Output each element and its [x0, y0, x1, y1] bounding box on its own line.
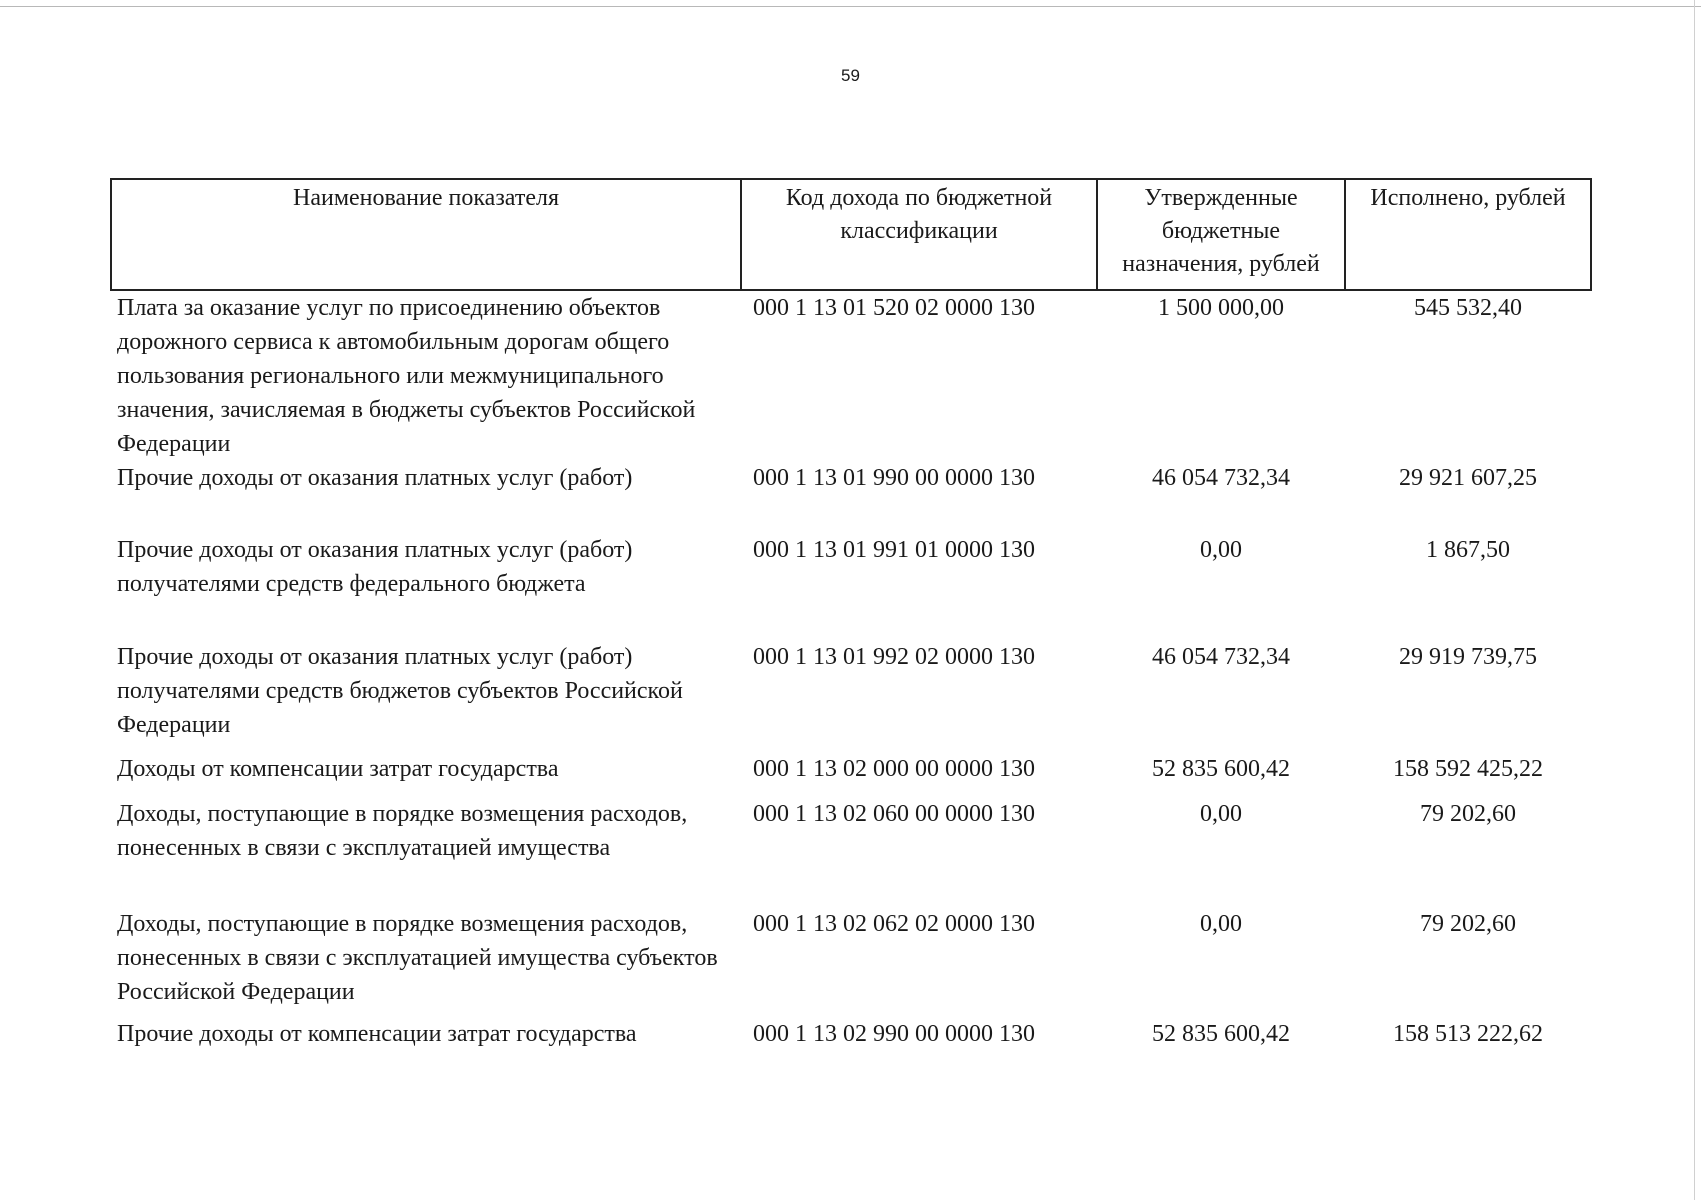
row-executed: 545 532,40 — [1414, 295, 1522, 321]
row-name: Плата за оказание услуг по присоединению объектов дорожного сервиса к автомобильным дорогам общего пользования регионального или межмуниципального значения, зачисляемая в бюджеты субъектов Российской Федерации — [117, 295, 696, 457]
row-approved: 0,00 — [1200, 911, 1242, 937]
row-code: 000 1 13 02 062 02 0000 130 — [753, 911, 1035, 937]
row-name: Прочие доходы от оказания платных услуг (работ) получателями средств бюджетов субъектов Российской Федерации — [117, 644, 683, 738]
row-approved: 0,00 — [1200, 537, 1242, 563]
table-body — [111, 290, 1591, 1057]
row-name: Доходы, поступающие в порядке возмещения расходов, понесенных в связи с эксплуатацией имущества — [117, 801, 688, 861]
scan-edge-top — [0, 6, 1701, 7]
row-executed: 29 921 607,25 — [1399, 465, 1537, 491]
row-code: 000 1 13 02 060 00 0000 130 — [753, 801, 1035, 827]
row-code: 000 1 13 01 990 00 0000 130 — [753, 465, 1035, 491]
row-approved: 52 835 600,42 — [1152, 756, 1290, 782]
row-approved: 0,00 — [1200, 801, 1242, 827]
row-approved: 1 500 000,00 — [1158, 295, 1284, 321]
table-row — [111, 752, 1591, 797]
page-number: 59 — [841, 66, 860, 85]
row-code: 000 1 13 01 520 02 0000 130 — [753, 295, 1035, 321]
row-executed: 29 919 739,75 — [1399, 644, 1537, 670]
row-executed: 1 867,50 — [1426, 537, 1510, 563]
table-row — [111, 461, 1591, 533]
table-row — [111, 1017, 1591, 1057]
row-approved: 52 835 600,42 — [1152, 1021, 1290, 1047]
row-name: Прочие доходы от компенсации затрат государства — [117, 1021, 637, 1047]
row-code: 000 1 13 02 000 00 0000 130 — [753, 756, 1035, 782]
table-row — [111, 290, 1591, 461]
header-executed-amount: Исполнено, рублей — [1345, 179, 1591, 290]
row-approved: 46 054 732,34 — [1152, 465, 1290, 491]
row-name: Доходы от компенсации затрат государства — [117, 756, 559, 782]
row-code: 000 1 13 01 991 01 0000 130 — [753, 537, 1035, 563]
scan-edge-right — [1694, 0, 1695, 1200]
row-code: 000 1 13 02 990 00 0000 130 — [753, 1021, 1035, 1047]
table-row — [111, 640, 1591, 752]
table-row — [111, 533, 1591, 640]
budget-revenue-table — [110, 178, 1592, 1057]
row-executed: 158 592 425,22 — [1393, 756, 1543, 782]
table-header — [111, 179, 1591, 290]
row-approved: 46 054 732,34 — [1152, 644, 1290, 670]
table-row — [111, 907, 1591, 1017]
header-indicator-name: Наименование показателя — [111, 179, 741, 290]
row-executed: 79 202,60 — [1420, 801, 1516, 827]
row-name: Прочие доходы от оказания платных услуг (работ) получателями средств федерального бюджета — [117, 537, 633, 597]
table-row — [111, 797, 1591, 907]
row-code: 000 1 13 01 992 02 0000 130 — [753, 644, 1035, 670]
header-revenue-code: Код дохода по бюджетной классификации — [741, 179, 1097, 290]
header-approved-amount: Утвержденные бюджетные назначения, рублей — [1097, 179, 1345, 290]
row-name: Прочие доходы от оказания платных услуг (работ) — [117, 465, 633, 491]
row-name: Доходы, поступающие в порядке возмещения расходов, понесенных в связи с эксплуатацией имущества субъектов Российской Федерации — [117, 911, 718, 1005]
header-row — [111, 179, 1591, 290]
row-executed: 79 202,60 — [1420, 911, 1516, 937]
row-executed: 158 513 222,62 — [1393, 1021, 1543, 1047]
